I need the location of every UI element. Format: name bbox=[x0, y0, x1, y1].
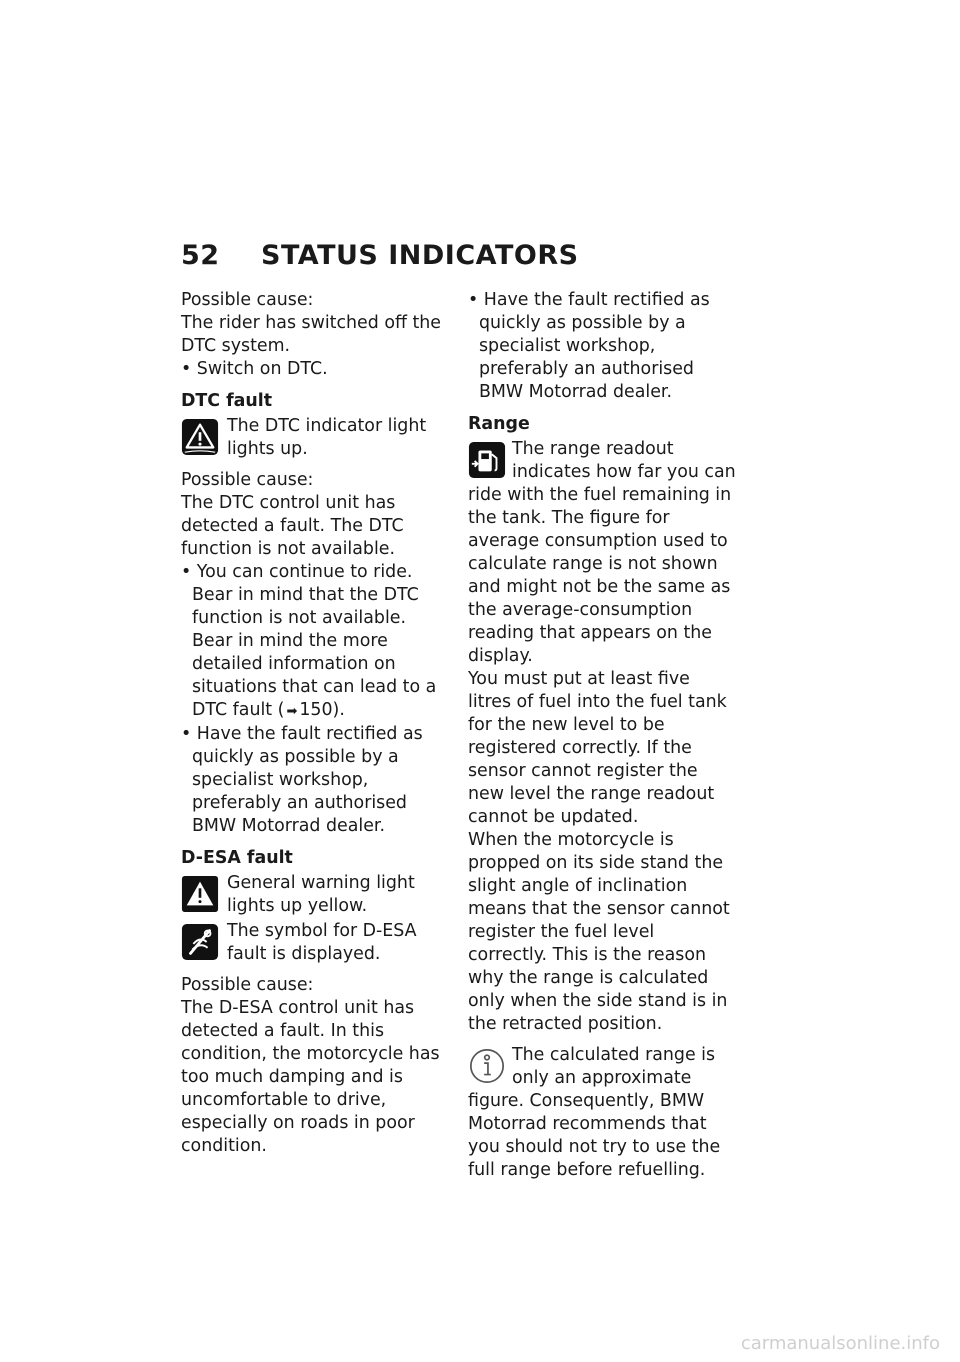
page-title: STATUS INDICATORS bbox=[261, 240, 579, 271]
info-text: The calculated range is only an approximate figure. Consequently, BMW Motorrad recommends that you should not try to use the full range before refuelling. bbox=[468, 1045, 721, 1180]
right-column bbox=[468, 289, 738, 1182]
fuel-pump-icon bbox=[468, 441, 506, 479]
bullet-item bbox=[181, 561, 451, 723]
range-text: The range readout indicates how far you can ride with the fuel remaining in the tank. The figure for average consumption used to calculate range is not shown and might not be the same as the average-consumption reading that appears on the display. bbox=[468, 439, 736, 666]
left-column bbox=[181, 289, 451, 1158]
warning-triangle-icon bbox=[181, 418, 219, 456]
page-number: 52 bbox=[181, 240, 220, 271]
possible-cause-label: Possible cause: bbox=[181, 975, 314, 995]
cause-text: The DTC control unit has detected a fault. The DTC function is not available. bbox=[181, 493, 404, 559]
section-heading-range: Range bbox=[468, 414, 530, 434]
dtc-indicator-row bbox=[181, 415, 451, 461]
bullet-text: • You can continue to ride. Bear in mind that the DTC function is not available. Bear in mind the more detailed information on situations that can lead to a DTC fault bbox=[181, 562, 437, 720]
possible-cause-label: Possible cause: bbox=[181, 470, 314, 490]
cause-text: The D-ESA control unit has detected a fault. In this condition, the motorcycle has too much damping and is uncomfortable to drive, especially on roads in poor condition. bbox=[181, 998, 440, 1156]
desa-symbol-row bbox=[181, 920, 451, 966]
bullet-item: • Have the fault rectified as quickly as possible by a specialist workshop, preferably an authorised BMW Motorrad dealer. bbox=[181, 724, 423, 836]
watermark: carmanualsonline.info bbox=[740, 1333, 940, 1354]
range-text: When the motorcycle is propped on its side stand the slight angle of inclination means that the sensor cannot register the fuel level correctly. This is the reason why the range is calculated only when the side stand is in the retracted position. bbox=[468, 830, 730, 1034]
page-reference[interactable]: ( ➡ 150). bbox=[277, 700, 345, 720]
arrow-icon: ➡ bbox=[286, 704, 298, 719]
possible-cause-label: Possible cause: bbox=[181, 290, 314, 310]
section-heading-dtc-fault: DTC fault bbox=[181, 391, 273, 411]
cause-text: The rider has switched off the DTC system. bbox=[181, 313, 442, 356]
page-header bbox=[181, 240, 579, 271]
info-icon bbox=[468, 1047, 506, 1085]
warning-triangle-icon bbox=[181, 875, 219, 913]
dtc-indicator-text: The DTC indicator light lights up. bbox=[227, 416, 427, 459]
desa-symbol-text: The symbol for D-ESA fault is displayed. bbox=[227, 921, 417, 964]
suspension-fault-icon bbox=[181, 923, 219, 961]
bullet-item: • Switch on DTC. bbox=[181, 359, 328, 379]
desa-warning-row bbox=[181, 872, 451, 918]
section-heading-desa-fault: D-ESA fault bbox=[181, 848, 293, 868]
info-note-row bbox=[468, 1044, 738, 1182]
range-intro-row bbox=[468, 438, 738, 668]
bullet-item: • Have the fault rectified as quickly as possible by a specialist workshop, preferably an authorised BMW Motorrad dealer. bbox=[468, 290, 710, 402]
desa-warning-text: General warning light lights up yellow. bbox=[227, 873, 415, 916]
range-text: You must put at least five litres of fuel into the fuel tank for the new level to be registered correctly. If the sensor cannot register the new level the range readout cannot be updated. bbox=[468, 669, 727, 827]
